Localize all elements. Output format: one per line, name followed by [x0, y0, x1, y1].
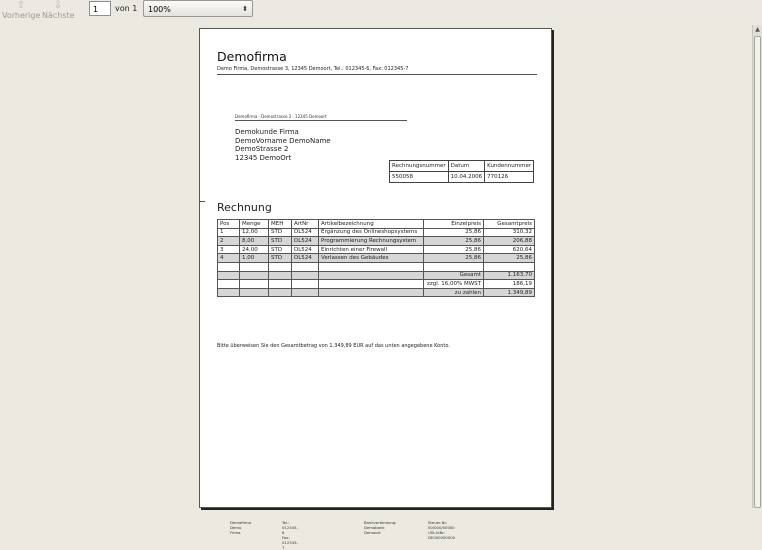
header-divider: [217, 74, 537, 75]
footer-line: USt-IdNr: DE000000000: [428, 530, 456, 540]
cell-unit-price: 25,86: [424, 228, 484, 237]
footer-column: [230, 520, 251, 535]
scroll-up-arrow-icon[interactable]: ▲: [755, 26, 760, 33]
table-row: [218, 254, 535, 263]
column-header: Pos: [218, 220, 240, 229]
document-viewer[interactable]: [0, 25, 752, 550]
column-header: MEH: [269, 220, 292, 229]
cell-quantity: 24,00: [240, 245, 269, 254]
column-header: Menge: [240, 220, 269, 229]
next-page-label: Nächste: [42, 11, 75, 20]
cell-description: Einrichten einer Firewall: [319, 245, 424, 254]
payable-value: 1.349,89: [484, 288, 535, 297]
cell-article-no: DL524: [292, 254, 319, 263]
cell-article-no: DL524: [292, 228, 319, 237]
meta-value: 550058: [390, 172, 449, 183]
fold-mark: [199, 201, 205, 202]
totals-row: [218, 271, 535, 280]
arrow-down-icon: ⇩: [53, 0, 63, 11]
invoice-items-table: [217, 219, 535, 297]
column-header: Gesamtpreis: [484, 220, 535, 229]
spacer-row: [218, 262, 535, 271]
recipient-line: DemoStrasse 2: [235, 145, 289, 153]
cell-pos: 4: [218, 254, 240, 263]
payment-note: Bitte überweisen Sie den Gesamtbetrag von 1.349,89 EUR auf das unten angegebene Konto.: [217, 343, 450, 349]
recipient-line: Demokunde Firma: [235, 128, 299, 136]
cell-quantity: 12,00: [240, 228, 269, 237]
cell-unit: STD: [269, 254, 292, 263]
cell-pos: 1: [218, 228, 240, 237]
table-row: [218, 228, 535, 237]
zoom-select[interactable]: [143, 0, 253, 17]
recipient-line: 12345 DemoOrt: [235, 153, 292, 162]
totals-row: [218, 280, 535, 289]
cell-article-no: DL524: [292, 237, 319, 246]
footer-line: Demo Firma: [230, 525, 242, 535]
vertical-scrollbar[interactable]: [752, 25, 762, 508]
toolbar: [0, 0, 762, 26]
cell-description: Ergänzung des Onlineshopsystems: [319, 228, 424, 237]
meta-header: Datum: [448, 161, 485, 172]
cell-article-no: DL524: [292, 245, 319, 254]
cell-pos: 3: [218, 245, 240, 254]
recipient-line: DemoVorname DemoName: [235, 136, 331, 145]
cell-unit-price: 25,86: [424, 237, 484, 246]
meta-value: 770126: [485, 172, 534, 183]
vat-value: 186,19: [484, 280, 535, 289]
footer-line: Tel.: 012345-6: [282, 520, 298, 535]
previous-page-label: Vorherige: [2, 11, 41, 20]
footer-line: Fax: 012345-7: [282, 535, 298, 550]
meta-value: 10.04.2006: [448, 172, 485, 183]
cell-unit: STD: [269, 228, 292, 237]
cell-total: 206,88: [484, 237, 535, 246]
recipient-address: [235, 128, 331, 162]
column-header: ArtNr: [292, 220, 319, 229]
scrollbar-thumb[interactable]: [754, 36, 761, 508]
footer-column: [282, 520, 298, 550]
arrow-up-icon: ⇧: [16, 0, 26, 11]
footer-line: Demofirma: [230, 520, 252, 525]
footer-line: Steuer-Nr: 00/000/00000: [428, 520, 455, 530]
footer-line: Demobank Demoort: [364, 525, 385, 535]
totals-row: [218, 288, 535, 297]
vat-label: zzgl. 16,00% MWST: [424, 280, 484, 289]
cell-total: 310,32: [484, 228, 535, 237]
firm-address: Demo Firma, Demostrasse 3, 12345 Demoort, Tel.: 012345-6, Fax: 012345-7: [217, 66, 409, 72]
cell-unit-price: 25,86: [424, 254, 484, 263]
cell-quantity: 1,00: [240, 254, 269, 263]
page-number-input[interactable]: 1: [89, 1, 111, 16]
invoice-page: [199, 28, 552, 550]
sender-divider: [235, 120, 407, 121]
zoom-value: 100%: [148, 5, 171, 14]
footer-column: [428, 520, 455, 540]
meta-header: Kundennummer: [485, 161, 534, 172]
sender-line: Demofirma · Demostrasse 3 · 12345 Demoort: [235, 114, 327, 119]
column-header: Einzelpreis: [424, 220, 484, 229]
total-label: Gesamt: [424, 271, 484, 280]
meta-header: Rechnungsnummer: [390, 161, 449, 172]
updown-arrows-icon: ⬍: [242, 5, 248, 13]
cell-quantity: 8,00: [240, 237, 269, 246]
cell-unit: STD: [269, 245, 292, 254]
next-page-button[interactable]: [42, 0, 74, 24]
cell-pos: 2: [218, 237, 240, 246]
cell-unit-price: 25,86: [424, 245, 484, 254]
firm-name: Demofirma: [217, 49, 287, 64]
column-header: Artikelbezeichnung: [319, 220, 424, 229]
cell-description: Programmierung Rechnungsystem: [319, 237, 424, 246]
footer-line: Bankverbindung:: [364, 520, 397, 525]
cell-total: 25,86: [484, 254, 535, 263]
cell-description: Verlassen des Gebäudes: [319, 254, 424, 263]
total-value: 1.163,70: [484, 271, 535, 280]
cell-total: 620,64: [484, 245, 535, 254]
document-title: Rechnung: [217, 201, 272, 214]
table-row: [218, 237, 535, 246]
cell-unit: STD: [269, 237, 292, 246]
page-count-label: von 1: [115, 4, 138, 13]
invoice-meta-table: [389, 160, 534, 183]
previous-page-button[interactable]: [2, 0, 40, 24]
table-row: [218, 245, 535, 254]
payable-label: zu zahlen: [424, 288, 484, 297]
footer-column: [364, 520, 396, 535]
